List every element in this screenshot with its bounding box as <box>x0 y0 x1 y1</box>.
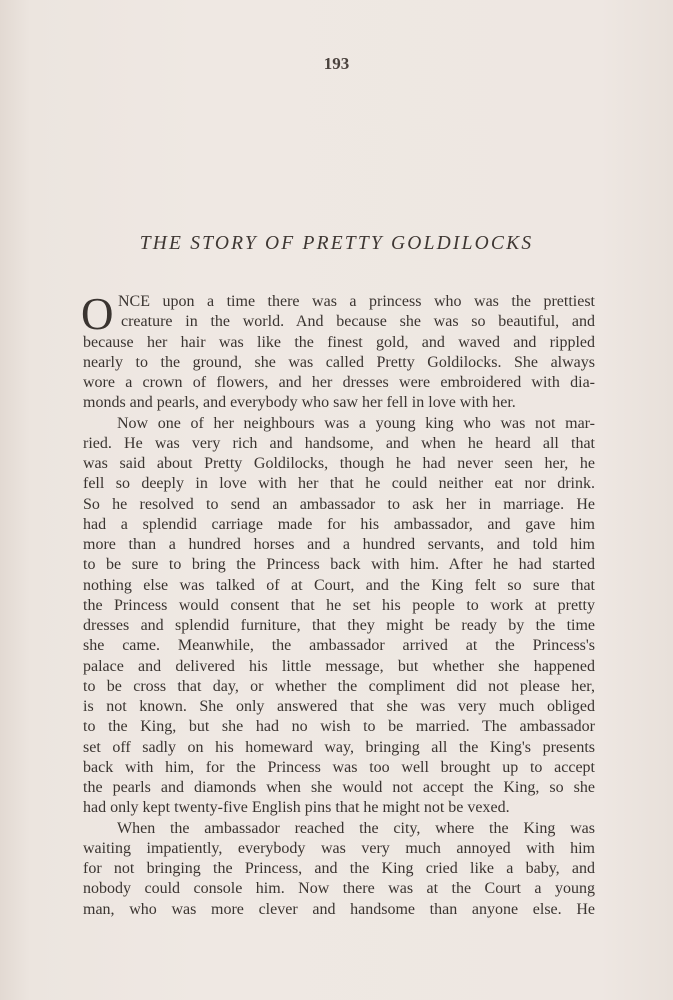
text-line: ried. He was very rich and handsome, and when he heard all that <box>83 434 595 452</box>
text-line: When the ambassador reached the city, where the King was <box>117 819 595 837</box>
text-line: creature in the world. And because she was so beautiful, and <box>121 313 595 331</box>
text-line: had a splendid carriage made for his ambassador, and gave him <box>83 515 595 533</box>
text-line: nothing else was talked of at Court, and the King felt so sure that <box>83 576 595 594</box>
text-line: set off sadly on his homeward way, bringing all the King's presents <box>83 738 595 756</box>
text-line: monds and pearls, and everybody who saw her fell in love with her. <box>83 394 516 412</box>
text-line: she came. Meanwhile, the ambassador arrived at the Princess's <box>83 637 595 655</box>
text-line: the pearls and diamonds when she would not accept the King, so she <box>83 779 595 796</box>
text-line: fell so deeply in love with her that he could neither eat nor drink. <box>83 475 595 493</box>
text-line: wore a crown of flowers, and her dresses were embroidered with dia- <box>83 374 595 391</box>
text-line: nobody could console him. Now there was at the Court a young <box>83 880 595 898</box>
text-line: palace and delivered his little message, but whether she happened <box>83 657 595 675</box>
text-line: the Princess would consent that he set his people to work at pretty <box>83 596 595 614</box>
text-line: to the King, but she had no wish to be married. The ambassador <box>83 718 595 736</box>
text-line: was said about Pretty Goldilocks, though he had never seen her, he <box>83 455 595 472</box>
text-line: man, who was more clever and handsome than anyone else. He <box>83 900 595 918</box>
text-line: had only kept twenty-five English pins that he might not be vexed. <box>83 799 510 817</box>
text-line: So he resolved to send an ambassador to ask her in marriage. He <box>83 495 595 513</box>
drop-cap: O <box>81 289 114 339</box>
text-line: Now one of her neighbours was a young king who was not mar- <box>117 414 595 432</box>
text-line: because her hair was like the finest gold, and waved and rippled <box>83 333 595 351</box>
page-number: 193 <box>323 54 350 73</box>
text-line: more than a hundred horses and a hundred servants, and told him <box>83 536 595 553</box>
text-line: waiting impatiently, everybody was very much annoyed with him <box>83 839 595 857</box>
text-line: nearly to the ground, she was called Pretty Goldilocks. She always <box>83 353 595 371</box>
text-line: to be sure to bring the Princess back with him. After he had started <box>83 556 595 574</box>
text-line: for not bringing the Princess, and the King cried like a baby, and <box>83 860 595 877</box>
text-line: NCE upon a time there was a princess who was the prettiest <box>118 293 595 310</box>
text-line: is not known. She only answered that she was very much obliged <box>83 698 595 715</box>
text-line: to be cross that day, or whether the compliment did not please her, <box>83 677 595 695</box>
story-text <box>81 289 595 920</box>
text-line: back with him, for the Princess was too well brought up to accept <box>83 758 595 776</box>
chapter-title: THE STORY OF PRETTY GOLDILOCKS <box>139 233 534 254</box>
text-line: dresses and splendid furniture, that they might be ready by the time <box>83 617 595 634</box>
